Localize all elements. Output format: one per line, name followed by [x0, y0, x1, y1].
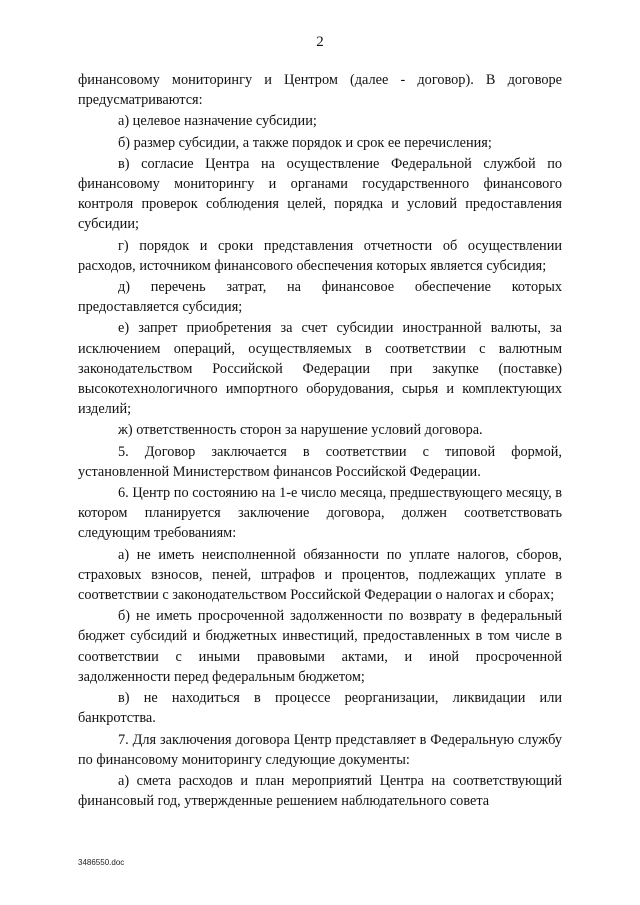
list-item-zh: ж) ответственность сторон за нарушение условий договора. — [118, 422, 483, 439]
list-item-g: г) порядок и сроки представления отчетности об осуществлении расходов, источником финансового обеспечения которых является субсидия; — [78, 237, 562, 274]
list-item-e: е) запрет приобретения за счет субсидии иностранной валюты, за исключением операций, осуществляемых в соответствии с валютным законодательством Российской Федерации при закупке (поставке) высокотехнологичного импортного оборудования, сырья и комплектующих изделий; — [78, 320, 562, 418]
paragraph-intro: финансовому мониторингу и Центром (далее - договор). В договоре предусматриваются: — [78, 72, 562, 109]
list-item-a: а) целевое назначение субсидии; — [118, 113, 317, 130]
list-item-b: б) размер субсидии, а также порядок и срок ее перечисления; — [118, 134, 492, 151]
page-number: 2 — [316, 34, 324, 50]
clause-6-item-a: а) не иметь неисполненной обязанности по уплате налогов, сборов, страховых взносов, пеней, штрафов и процентов, подлежащих уплате в соответствии с законодательством Российской Федерации о налогах и сборах; — [78, 546, 562, 604]
clause-5: 5. Договор заключается в соответствии с типовой формой, установленной Министерством финансов Российской Федерации. — [78, 443, 562, 480]
clause-6-item-v: в) не находиться в процессе реорганизации, ликвидации или банкротства. — [78, 690, 562, 727]
document-filename: 3486550.doc — [78, 858, 125, 867]
clause-7-item-a: а) смета расходов и план мероприятий Центра на соответствующий финансовый год, утвержденные решением наблюдательного совета — [78, 772, 562, 810]
clause-6-item-b: б) не иметь просроченной задолженности по возврату в федеральный бюджет субсидий и бюджетных инвестиций, предоставленных в том числе в соответствии с иными правовыми актами, и иной просроченной задолженности перед федеральным бюджетом; — [78, 608, 562, 685]
document-body — [78, 70, 562, 812]
clause-6: 6. Центр по состоянию на 1-е число месяца, предшествующего месяцу, в котором планируется заключение договора, должен соответствовать следующим требованиям: — [78, 485, 562, 542]
list-item-v: в) согласие Центра на осуществление Федеральной службой по финансовому мониторингу и органами государственного финансового контроля проверок соблюдения целей, порядка и условий предоставления субсидии; — [78, 155, 562, 233]
clause-7: 7. Для заключения договора Центр представляет в Федеральную службу по финансовому мониторингу следующие документы: — [78, 731, 562, 768]
list-item-d: д) перечень затрат, на финансовое обеспечение которых предоставляется субсидия; — [78, 279, 562, 316]
